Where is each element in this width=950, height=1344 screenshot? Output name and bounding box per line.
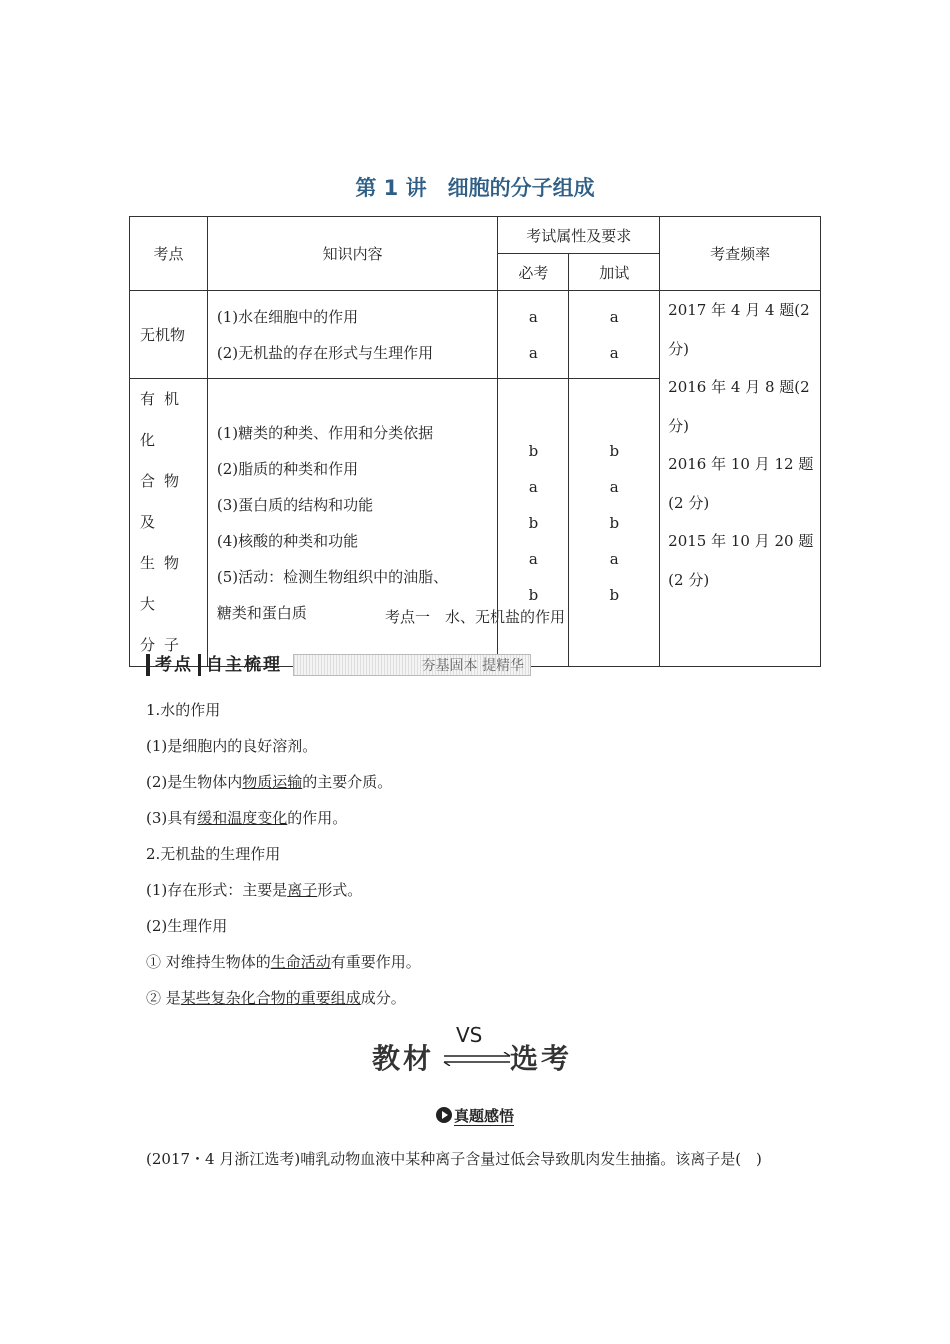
list-item: (3)蛋白质的结构和功能 [216,495,374,514]
list-item: (1)糖类的种类、作用和分类依据 [216,423,434,442]
text-line: (1)是细胞内的良好溶剂。 [146,737,318,755]
level: b [528,513,539,532]
text-line: (1)存在形式：主要是离子形式。 [146,881,363,899]
level: b [528,441,539,460]
text-line: ① 对维持生物体的生命活动有重要作用。 [146,953,421,971]
freq-line: 分) [668,416,690,435]
level: b [609,585,620,604]
zhenti-label: 真题感悟 [453,1107,514,1125]
underlined-term: 生命活动 [270,953,331,971]
header-freq: 考查频率 [660,217,821,291]
section-subtitle: 考点一 水、无机盐的作用 [384,608,565,626]
banner-label-1: 考点 [146,654,198,676]
freq-line: (2 分) [668,493,710,512]
list-item: (5)活动：检测生物组织中的油脂、 [216,567,449,586]
zhenti-heading [0,1105,950,1126]
level: a [609,477,619,496]
underlined-term: 缓和温度变化 [197,809,288,827]
underlined-term: 物质运输 [242,773,303,791]
point-line: 分子 [140,636,189,654]
level: a [528,549,538,568]
freq-line: 2016 年 4 月 8 题(2 [668,378,810,396]
level: a [528,477,538,496]
freq-line: 2016 年 10 月 12 题 [668,455,814,473]
underlined-term: 离子 [287,881,318,899]
level: b [609,513,620,532]
list-item: (2)脂质的种类和作用 [216,459,359,478]
vs-right-text: 选考 [510,1042,573,1075]
level: b [528,585,539,604]
text-line: ② 是某些复杂化合物的重要组成成分。 [146,989,406,1007]
level: a [528,307,538,326]
required-inorganic [498,291,569,379]
double-arrow-icon [442,1052,512,1066]
header-attr: 考试属性及要求 [498,217,660,254]
level: b [609,441,620,460]
text-line: (2)是生物体内物质运输的主要介质。 [146,773,393,791]
freq-line: (2 分) [668,570,710,589]
list-item: (2)无机盐的存在形式与生理作用 [216,343,434,362]
header-content: 知识内容 [207,217,498,291]
extra-inorganic [569,291,660,379]
banner-slogan: 夯基固本 提精华 [293,654,531,676]
point-line: 有机化 [140,390,189,449]
requirements-table [129,216,821,667]
header-point: 考点 [130,217,208,291]
list-item: (4)核酸的种类和功能 [216,531,359,550]
vs-graphic [372,1023,582,1083]
point-line: 合物及 [140,472,189,531]
level: a [609,307,619,326]
point-inorganic: 无机物 [130,291,208,379]
text-line: 1.水的作用 [146,701,221,719]
text-line: 2.无机盐的生理作用 [146,845,281,863]
underlined-term: 某些复杂化合物的重要组成 [180,989,361,1007]
vs-left-text: 教材 [372,1042,435,1075]
freq-line: 2017 年 4 月 4 题(2 [668,301,810,319]
freq-line: 分) [668,339,690,358]
freq-line: 2015 年 10 月 20 题 [668,532,814,550]
header-extra: 加试 [569,254,660,291]
section-banner [146,652,531,678]
level: a [528,343,538,362]
question-text: (2017・4 月浙江选考)哺乳动物血液中某种离子含量过低会导致肌肉发生抽搐。该离子是( ) [146,1150,762,1168]
vs-mid-text: VS [456,1023,483,1047]
text-line: (2)生理作用 [146,917,228,935]
text-line: (3)具有缓和温度变化的作用。 [146,809,348,827]
level: a [609,343,619,362]
header-required: 必考 [498,254,569,291]
banner-label-2: 自主梳理 [198,654,287,676]
play-icon [436,1107,452,1123]
point-line: 生物大 [140,554,189,613]
list-item: 糖类和蛋白质 [216,603,307,622]
page-title: 第 1 讲 细胞的分子组成 [355,176,595,200]
content-inorganic [207,291,498,379]
level: a [609,549,619,568]
list-item: (1)水在细胞中的作用 [216,307,359,326]
